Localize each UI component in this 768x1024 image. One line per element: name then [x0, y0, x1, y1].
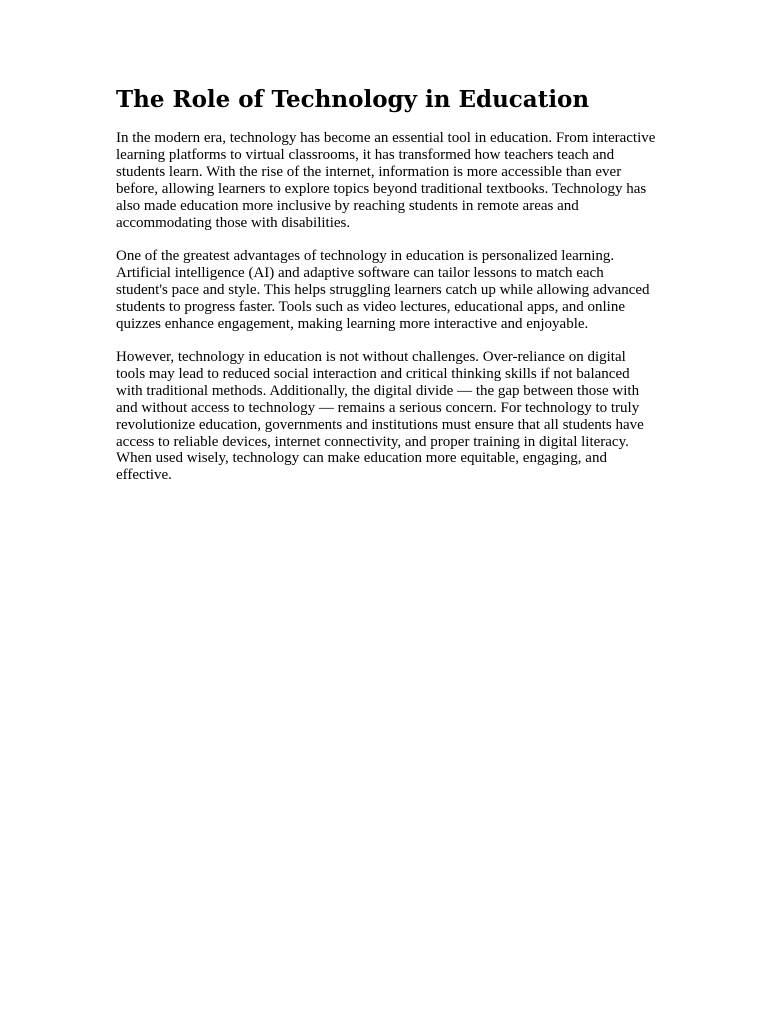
document-title: The Role of Technology in Education — [116, 86, 590, 113]
paragraph-challenges: However, technology in education is not without challenges. Over-reliance on digital tools may lead to reduced social interaction and critical thinking skills if not balanced with traditional methods. Additionally, the digital divide — the gap between those with and without access to technology — remains a serious concern. For technology to truly revolutionize education, governments and institutions must ensure that all students have access to reliable devices, internet connectivity, and proper training in digital literacy. When used wisely, technology can make education more equitable, engaging, and effective. — [116, 348, 644, 484]
paragraph-advantages: One of the greatest advantages of technology in education is personalized learning. Artificial intelligence (AI) and adaptive software can tailor lessons to match each student's pace and style. This helps struggling learners catch up while allowing advanced students to progress faster. Tools such as video lectures, educational apps, and online quizzes enhance engagement, making learning more interactive and enjoyable. — [116, 247, 650, 332]
document-body — [116, 84, 656, 501]
paragraph-introduction: In the modern era, technology has become an essential tool in education. From interactive learning platforms to virtual classrooms, it has transformed how teachers teach and students learn. With the rise of the internet, information is more accessible than ever before, allowing learners to explore topics beyond traditional textbooks. Technology has also made education more inclusive by reaching students in remote areas and accommodating those with disabilities. — [116, 130, 656, 231]
